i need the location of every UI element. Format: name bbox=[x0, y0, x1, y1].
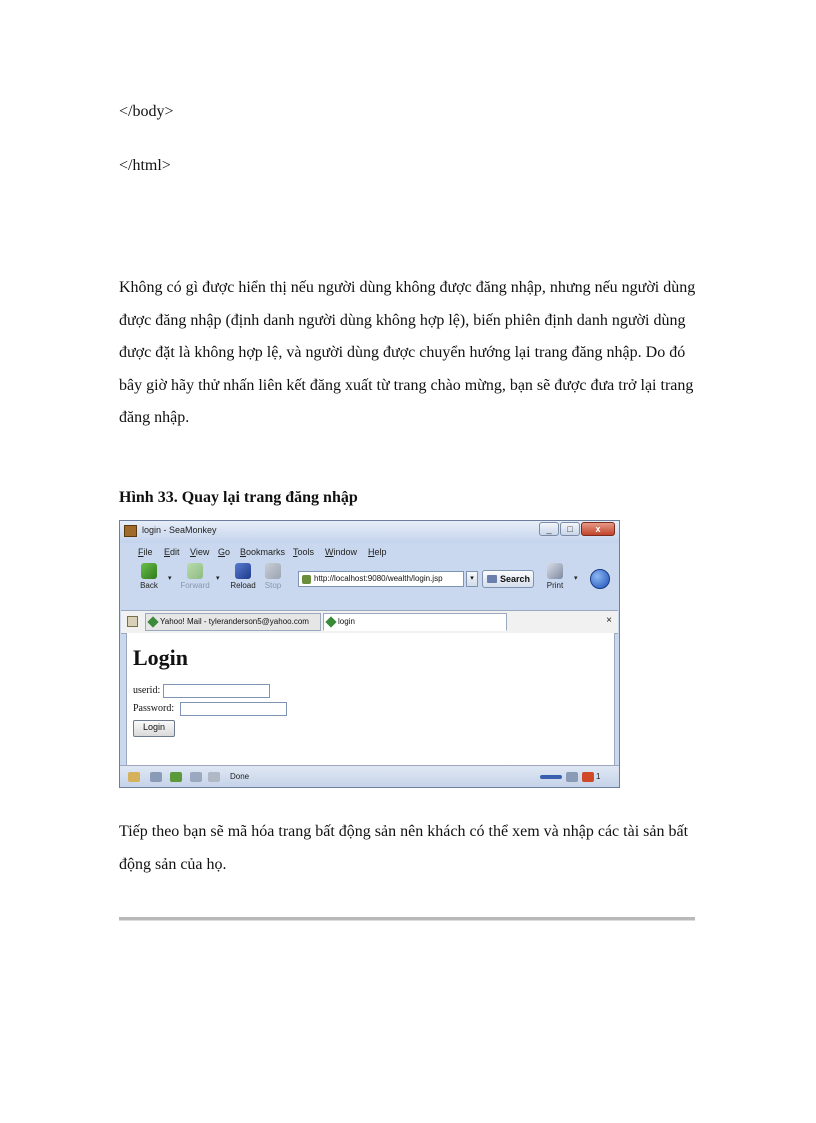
tab-favicon-icon bbox=[325, 616, 336, 627]
irc-icon[interactable] bbox=[208, 772, 220, 782]
window-title: login - SeaMonkey bbox=[142, 525, 217, 535]
status-text: Done bbox=[230, 772, 250, 781]
menu-window[interactable]: Window bbox=[325, 547, 358, 557]
search-label: Search bbox=[500, 574, 531, 584]
mail-count: 1 bbox=[596, 772, 601, 781]
search-button[interactable] bbox=[482, 570, 534, 588]
stop-label: Stop bbox=[264, 581, 282, 590]
reload-label: Reload bbox=[230, 581, 256, 590]
seamonkey-throbber-icon[interactable] bbox=[590, 569, 610, 589]
back-arrow-icon bbox=[141, 563, 157, 579]
menu-edit[interactable]: Edit bbox=[164, 547, 180, 557]
password-label: Password: bbox=[133, 703, 175, 714]
userid-row bbox=[133, 685, 160, 696]
back-dropdown-icon[interactable]: ▾ bbox=[168, 575, 172, 582]
print-button[interactable] bbox=[538, 563, 572, 590]
tab-login[interactable] bbox=[323, 613, 507, 631]
new-mail-icon[interactable] bbox=[582, 772, 594, 782]
menu-view[interactable]: View bbox=[190, 547, 210, 557]
bookmarks-icon[interactable] bbox=[127, 616, 138, 627]
page-heading: Login bbox=[133, 645, 189, 670]
print-dropdown-icon[interactable]: ▾ bbox=[574, 575, 578, 582]
seamonkey-app-icon bbox=[124, 525, 137, 537]
status-bar bbox=[120, 765, 619, 788]
reload-button[interactable] bbox=[226, 563, 260, 590]
security-lock-icon bbox=[566, 772, 578, 782]
forward-arrow-icon bbox=[187, 563, 203, 579]
stop-button[interactable] bbox=[256, 563, 290, 590]
forward-button[interactable] bbox=[178, 563, 212, 590]
paragraph-logout-explanation: Không có gì được hiển thị nếu người dùng không được đăng nhập, nhưng nếu người dùng được đăng nhập (định danh người dùng không hợp lệ), biến phiên định danh người dùng được đặt là không hợp lệ, và người dùng được chuyển hướng lại trang đăng nhập. Do đó bây giờ hãy thử nhấn liên kết đăng xuất từ trang chào mừng, bạn sẽ được đưa trở lại trang đăng nhập. bbox=[119, 279, 696, 427]
login-button[interactable]: Login bbox=[133, 720, 175, 737]
maximize-icon[interactable]: □ bbox=[560, 522, 580, 536]
back-label: Back bbox=[140, 581, 158, 590]
tab-yahoo-mail-label: Yahoo! Mail - tyleranderson5@yahoo.com bbox=[160, 617, 309, 626]
url-input[interactable] bbox=[298, 571, 464, 587]
tab-login-label: login bbox=[338, 617, 355, 626]
browser-screenshot bbox=[119, 520, 620, 788]
online-status-icon bbox=[540, 775, 562, 779]
code-line-html-close: </html> bbox=[119, 157, 171, 174]
tab-yahoo-mail[interactable] bbox=[145, 613, 321, 631]
paragraph-next-step: Tiếp theo bạn sẽ mã hóa trang bất động sản nên khách có thể xem và nhập các tài sản bất động sản của họ. bbox=[119, 823, 689, 873]
back-button[interactable] bbox=[132, 563, 166, 590]
userid-input[interactable] bbox=[163, 684, 270, 698]
password-row bbox=[133, 703, 174, 714]
close-tab-icon[interactable]: × bbox=[606, 615, 612, 626]
menu-go[interactable]: Go bbox=[218, 547, 231, 557]
navigator-icon[interactable] bbox=[128, 772, 140, 782]
composer-icon[interactable] bbox=[170, 772, 182, 782]
page-proxy-icon bbox=[302, 575, 311, 584]
code-line-body-close: </body> bbox=[119, 103, 174, 120]
url-dropdown-icon[interactable]: ▾ bbox=[466, 571, 478, 587]
search-icon bbox=[487, 575, 497, 583]
menu-bar bbox=[120, 544, 619, 560]
password-input[interactable] bbox=[180, 702, 287, 716]
menu-help[interactable]: Help bbox=[368, 547, 387, 557]
minimize-icon[interactable]: _ bbox=[539, 522, 559, 536]
forward-label: Forward bbox=[180, 581, 210, 590]
tab-bar bbox=[121, 610, 618, 634]
forward-dropdown-icon[interactable]: ▾ bbox=[216, 575, 220, 582]
menu-file[interactable]: File bbox=[138, 547, 153, 557]
horizontal-rule bbox=[119, 917, 695, 921]
page-content bbox=[126, 633, 615, 765]
figure-caption: Hình 33. Quay lại trang đăng nhập bbox=[119, 489, 358, 506]
printer-icon bbox=[547, 563, 563, 579]
url-text: http://localhost:9080/wealth/login.jsp bbox=[314, 574, 443, 583]
userid-label: userid: bbox=[133, 685, 161, 696]
mail-icon[interactable] bbox=[150, 772, 162, 782]
print-label: Print bbox=[546, 581, 564, 590]
address-book-icon[interactable] bbox=[190, 772, 202, 782]
window-controls bbox=[539, 522, 615, 536]
menu-bookmarks[interactable]: Bookmarks bbox=[240, 547, 286, 557]
reload-icon bbox=[235, 563, 251, 579]
tab-favicon-icon bbox=[147, 616, 158, 627]
close-window-icon[interactable]: x bbox=[581, 522, 615, 536]
stop-icon bbox=[265, 563, 281, 579]
title-bar bbox=[120, 521, 619, 543]
menu-tools[interactable]: Tools bbox=[293, 547, 315, 557]
